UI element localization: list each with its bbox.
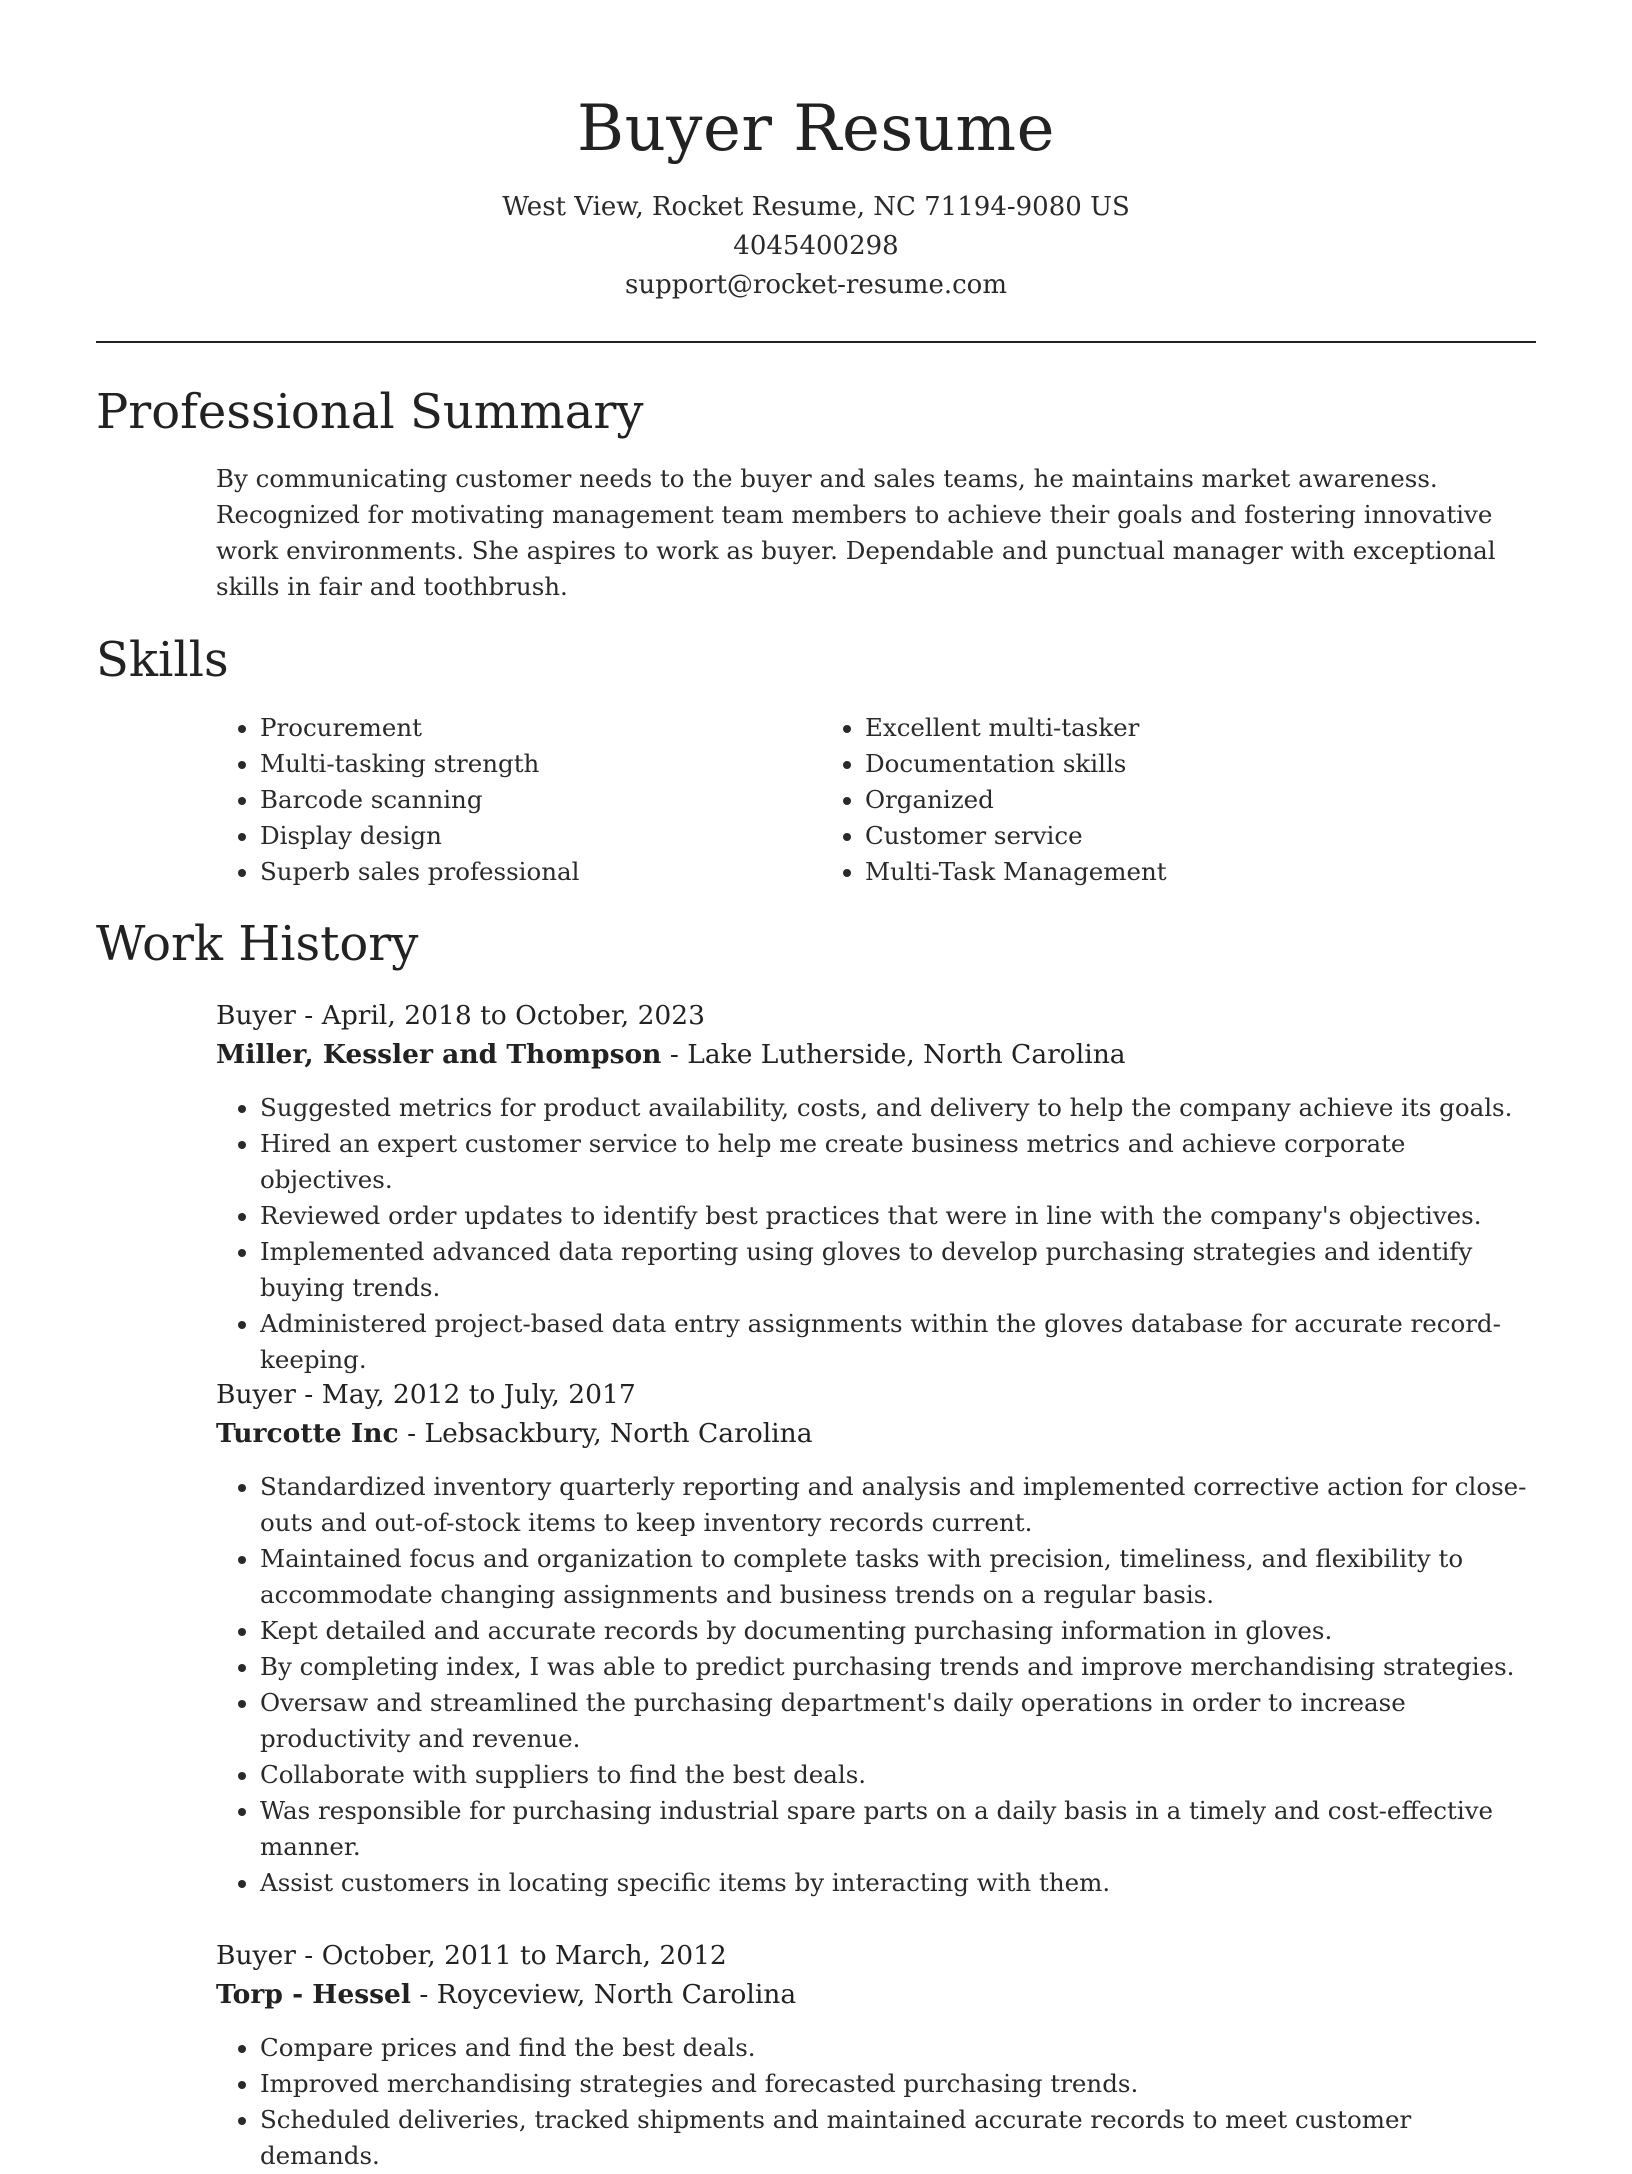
job-bullet: • Maintained focus and organization to complete tasks with precision, timeliness, and flexibility to accommodate changing assignments and business trends on a regular basis. [260,1541,1536,1613]
job-bullet: • Assist customers in locating specific items by interacting with them. [260,1865,1536,1901]
job-company-line: Miller, Kessler and Thompson - Lake Lutherside, North Carolina [216,1039,1126,1070]
skills-column-left [216,710,821,890]
skill-item: • Procurement [260,710,821,746]
job-bullet: • Scheduled deliveries, tracked shipments and maintained accurate records to meet customer demands. [260,2102,1536,2174]
job-company: Torp - Hessel [216,1979,411,2010]
job-bullet: • Reviewed order updates to identify best practices that were in line with the company's objectives. [260,1198,1536,1234]
job-entry [216,1936,1536,2174]
job-entry [216,1375,1536,1901]
job-dates: October, 2011 to March, 2012 [321,1940,727,1971]
job-bullets [216,1469,1536,1901]
job-bullet: • By completing index, I was able to predict purchasing trends and improve merchandising strategies. [260,1649,1536,1685]
job-location: Royceview, North Carolina [436,1979,797,2010]
resume-header [0,0,1632,305]
job-company: Turcotte Inc [216,1418,399,1449]
resume-title: Buyer Resume [577,92,1055,166]
contact-email: support@rocket-resume.com [624,270,1007,300]
skill-item: • Multi-Task Management [865,854,1426,890]
job-bullet: • Improved merchandising strategies and forecasted purchasing trends. [260,2066,1536,2102]
skills-list [216,710,1536,890]
job-company-line: Turcotte Inc - Lebsackbury, North Carolina [216,1418,813,1449]
summary-text: By communicating customer needs to the buyer and sales teams, he maintains market awareness. Recognized for motivating management team members to achieve their goals and fostering innovative work environments. She aspires to work as buyer. Dependable and punctual manager with exceptional skills in fair and toothbrush. [216,464,1496,601]
job-dates: April, 2018 to October, 2023 [321,1000,706,1031]
summary-heading: Professional Summary [96,384,644,440]
job-bullet: • Administered project-based data entry assignments within the gloves database for accurate record-keeping. [260,1306,1536,1378]
job-bullets [216,2030,1536,2174]
job-company-line: Torp - Hessel - Royceview, North Carolina [216,1979,797,2010]
job-title: Buyer [216,1940,296,1971]
job-title-line: Buyer - October, 2011 to March, 2012 [216,1940,727,1971]
job-bullet: • Implemented advanced data reporting using gloves to develop purchasing strategies and identify buying trends. [260,1234,1536,1306]
job-bullet: • Oversaw and streamlined the purchasing department's daily operations in order to increase productivity and revenue. [260,1685,1536,1757]
contact-address: West View, Rocket Resume, NC 71194-9080 US [502,192,1130,222]
job-bullet: • Hired an expert customer service to help me create business metrics and achieve corporate objectives. [260,1126,1536,1198]
work-history-heading: Work History [96,916,419,972]
contact-info [0,188,1632,305]
skills-heading: Skills [96,632,229,688]
job-title-line: Buyer - May, 2012 to July, 2017 [216,1379,636,1410]
job-bullet: • Compare prices and find the best deals. [260,2030,1536,2066]
job-bullet: • Kept detailed and accurate records by documenting purchasing information in gloves. [260,1613,1536,1649]
skill-item: • Documentation skills [865,746,1426,782]
skill-item: • Excellent multi-tasker [865,710,1426,746]
job-dates: May, 2012 to July, 2017 [321,1379,636,1410]
job-bullet: • Standardized inventory quarterly reporting and analysis and implemented corrective action for close-outs and out-of-stock items to keep inventory records current. [260,1469,1536,1541]
skill-item: • Customer service [865,818,1426,854]
job-bullet: • Suggested metrics for product availability, costs, and delivery to help the company achieve its goals. [260,1090,1536,1126]
job-location: Lake Lutherside, North Carolina [687,1039,1126,1070]
job-location: Lebsackbury, North Carolina [424,1418,813,1449]
job-title-line: Buyer - April, 2018 to October, 2023 [216,1000,706,1031]
contact-phone: 4045400298 [733,231,899,261]
job-bullet: • Was responsible for purchasing industrial spare parts on a daily basis in a timely and cost-effective manner. [260,1793,1536,1865]
job-bullet: • Collaborate with suppliers to find the best deals. [260,1757,1536,1793]
skill-item: • Multi-tasking strength [260,746,821,782]
skill-item: • Superb sales professional [260,854,821,890]
header-divider [96,341,1536,343]
skills-column-right [821,710,1426,890]
skill-item: • Barcode scanning [260,782,821,818]
skill-item: • Display design [260,818,821,854]
job-bullets [216,1090,1536,1378]
job-company: Miller, Kessler and Thompson [216,1039,662,1070]
job-entry [216,996,1536,1378]
job-title: Buyer [216,1000,296,1031]
skill-item: • Organized [865,782,1426,818]
job-title: Buyer [216,1379,296,1410]
